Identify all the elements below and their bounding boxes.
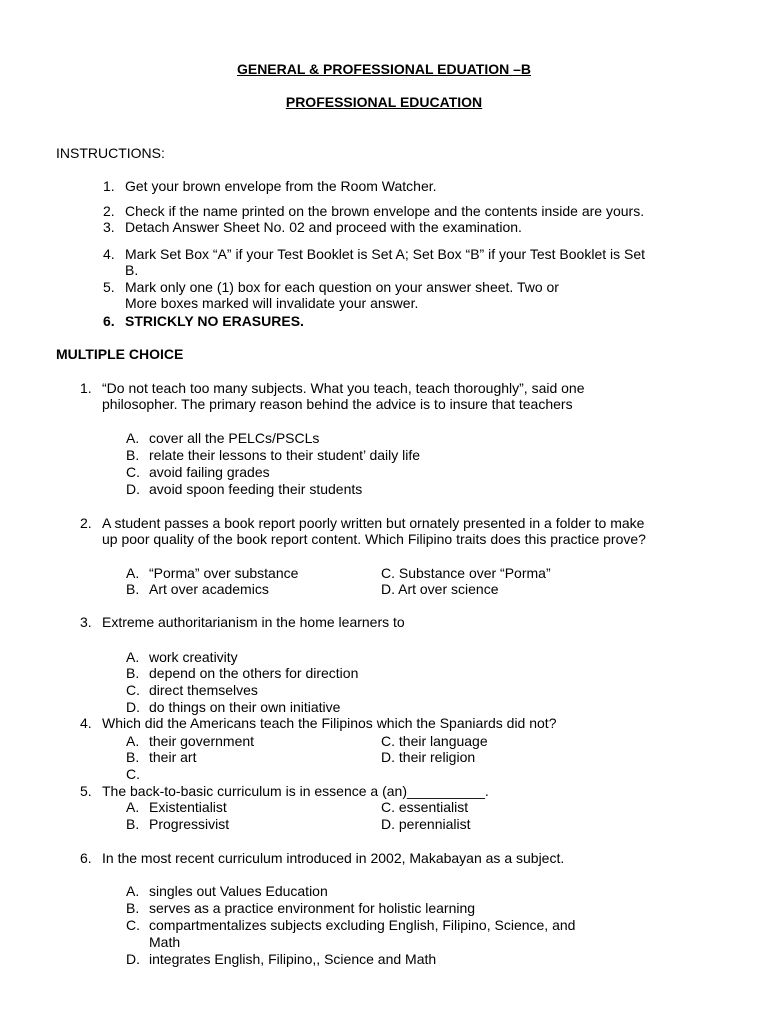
instruction-number: 2.: [103, 203, 115, 219]
choice-text: do things on their own initiative: [149, 699, 341, 715]
choice-letter: B.: [126, 900, 140, 916]
question-text: Extreme authoritarianism in the home learners to: [102, 614, 405, 630]
instruction-number: 5.: [103, 279, 115, 295]
choice-text: direct themselves: [149, 682, 258, 698]
choice-text: serves as a practice environment for holistic learning: [149, 900, 476, 916]
instruction-number: 1.: [103, 178, 115, 194]
document-subtitle: PROFESSIONAL EDUCATION: [285, 94, 483, 110]
instruction-text: Mark only one (1) box for each question on your answer sheet. Two or: [125, 279, 559, 295]
choice-letter: B.: [126, 581, 140, 597]
choice-text-right: C. Substance over “Porma”: [381, 565, 551, 581]
question-number: 4.: [80, 715, 92, 731]
question-text: up poor quality of the book report content. Which Filipino traits does this practice prove?: [102, 531, 646, 547]
choice-text: Art over academics: [149, 581, 269, 597]
instruction-number: 3.: [103, 219, 115, 235]
choice-text: integrates English, Filipino,, Science and Math: [149, 951, 437, 967]
choice-text: cover all the PELCs/PSCLs: [149, 430, 320, 446]
choice-letter: C.: [126, 917, 140, 933]
instruction-text: STRICKLY NO ERASURES.: [125, 313, 304, 329]
question-text: A student passes a book report poorly written but ornately presented in a folder to make: [102, 515, 645, 531]
instruction-text: More boxes marked will invalidate your answer.: [125, 295, 419, 311]
choice-letter: A.: [126, 649, 140, 665]
choice-text-right: D. Art over science: [381, 581, 499, 597]
choice-letter: B.: [126, 447, 140, 463]
question-text: The back-to-basic curriculum is in essence a (an)__________.: [102, 783, 489, 799]
question-number: 3.: [80, 614, 92, 630]
question-number: 2.: [80, 515, 92, 531]
question-text: “Do not teach too many subjects. What you teach, teach thoroughly”, said one: [102, 380, 585, 396]
choice-text: their government: [149, 733, 255, 749]
choice-text: Progressivist: [149, 816, 230, 832]
question-text: Which did the Americans teach the Filipinos which the Spaniards did not?: [102, 715, 557, 731]
question-number: 1.: [80, 380, 92, 396]
choice-text: depend on the others for direction: [149, 665, 359, 681]
question-text: philosopher. The primary reason behind the advice is to insure that teachers: [102, 396, 573, 412]
instruction-text: B.: [125, 262, 139, 278]
choice-text: “Porma” over substance: [149, 565, 299, 581]
choice-letter: A.: [126, 799, 140, 815]
instruction-text: Check if the name printed on the brown envelope and the contents inside are yours.: [125, 203, 645, 219]
choice-text: relate their lessons to their student’ daily life: [149, 447, 421, 463]
choice-text: avoid spoon feeding their students: [149, 481, 363, 497]
question-number: 5.: [80, 783, 92, 799]
choice-text: avoid failing grades: [149, 464, 270, 480]
choice-letter: D.: [126, 699, 140, 715]
instruction-text: Detach Answer Sheet No. 02 and proceed with the examination.: [125, 219, 522, 235]
document-title: GENERAL & PROFESSIONAL EDUATION –B: [236, 61, 532, 77]
choice-text-right: D. perennialist: [381, 816, 471, 832]
choice-letter: B.: [126, 816, 140, 832]
choice-text: their art: [149, 749, 197, 765]
choice-text-right: C. their language: [381, 733, 488, 749]
choice-text-right: C. essentialist: [381, 799, 469, 815]
instruction-text: Get your brown envelope from the Room Watcher.: [125, 178, 437, 194]
section-heading: MULTIPLE CHOICE: [56, 346, 184, 362]
instructions-heading: INSTRUCTIONS:: [56, 145, 165, 161]
choice-text: singles out Values Education: [149, 883, 328, 899]
choice-letter: B.: [126, 665, 140, 681]
choice-letter: C.: [126, 682, 140, 698]
choice-letter: D.: [126, 951, 140, 967]
choice-text: work creativity: [149, 649, 238, 665]
instruction-text: Mark Set Box “A” if your Test Booklet is Set A; Set Box “B” if your Test Booklet is Set: [125, 246, 646, 262]
choice-text-continued: Math: [149, 934, 181, 950]
choice-letter: B.: [126, 749, 140, 765]
instruction-number: 4.: [103, 246, 115, 262]
choice-text: compartmentalizes subjects excluding English, Filipino, Science, and: [149, 917, 576, 933]
choice-letter: C.: [126, 766, 140, 782]
choice-letter: A.: [126, 565, 140, 581]
choice-letter: A.: [126, 733, 140, 749]
choice-text: Existentialist: [149, 799, 227, 815]
choice-letter: A.: [126, 430, 140, 446]
choice-letter: D.: [126, 481, 140, 497]
choice-text-right: D. their religion: [381, 749, 476, 765]
question-number: 6.: [80, 850, 92, 866]
question-text: In the most recent curriculum introduced in 2002, Makabayan as a subject.: [102, 850, 565, 866]
instruction-number: 6.: [103, 313, 115, 329]
choice-letter: C.: [126, 464, 140, 480]
choice-letter: A.: [126, 883, 140, 899]
